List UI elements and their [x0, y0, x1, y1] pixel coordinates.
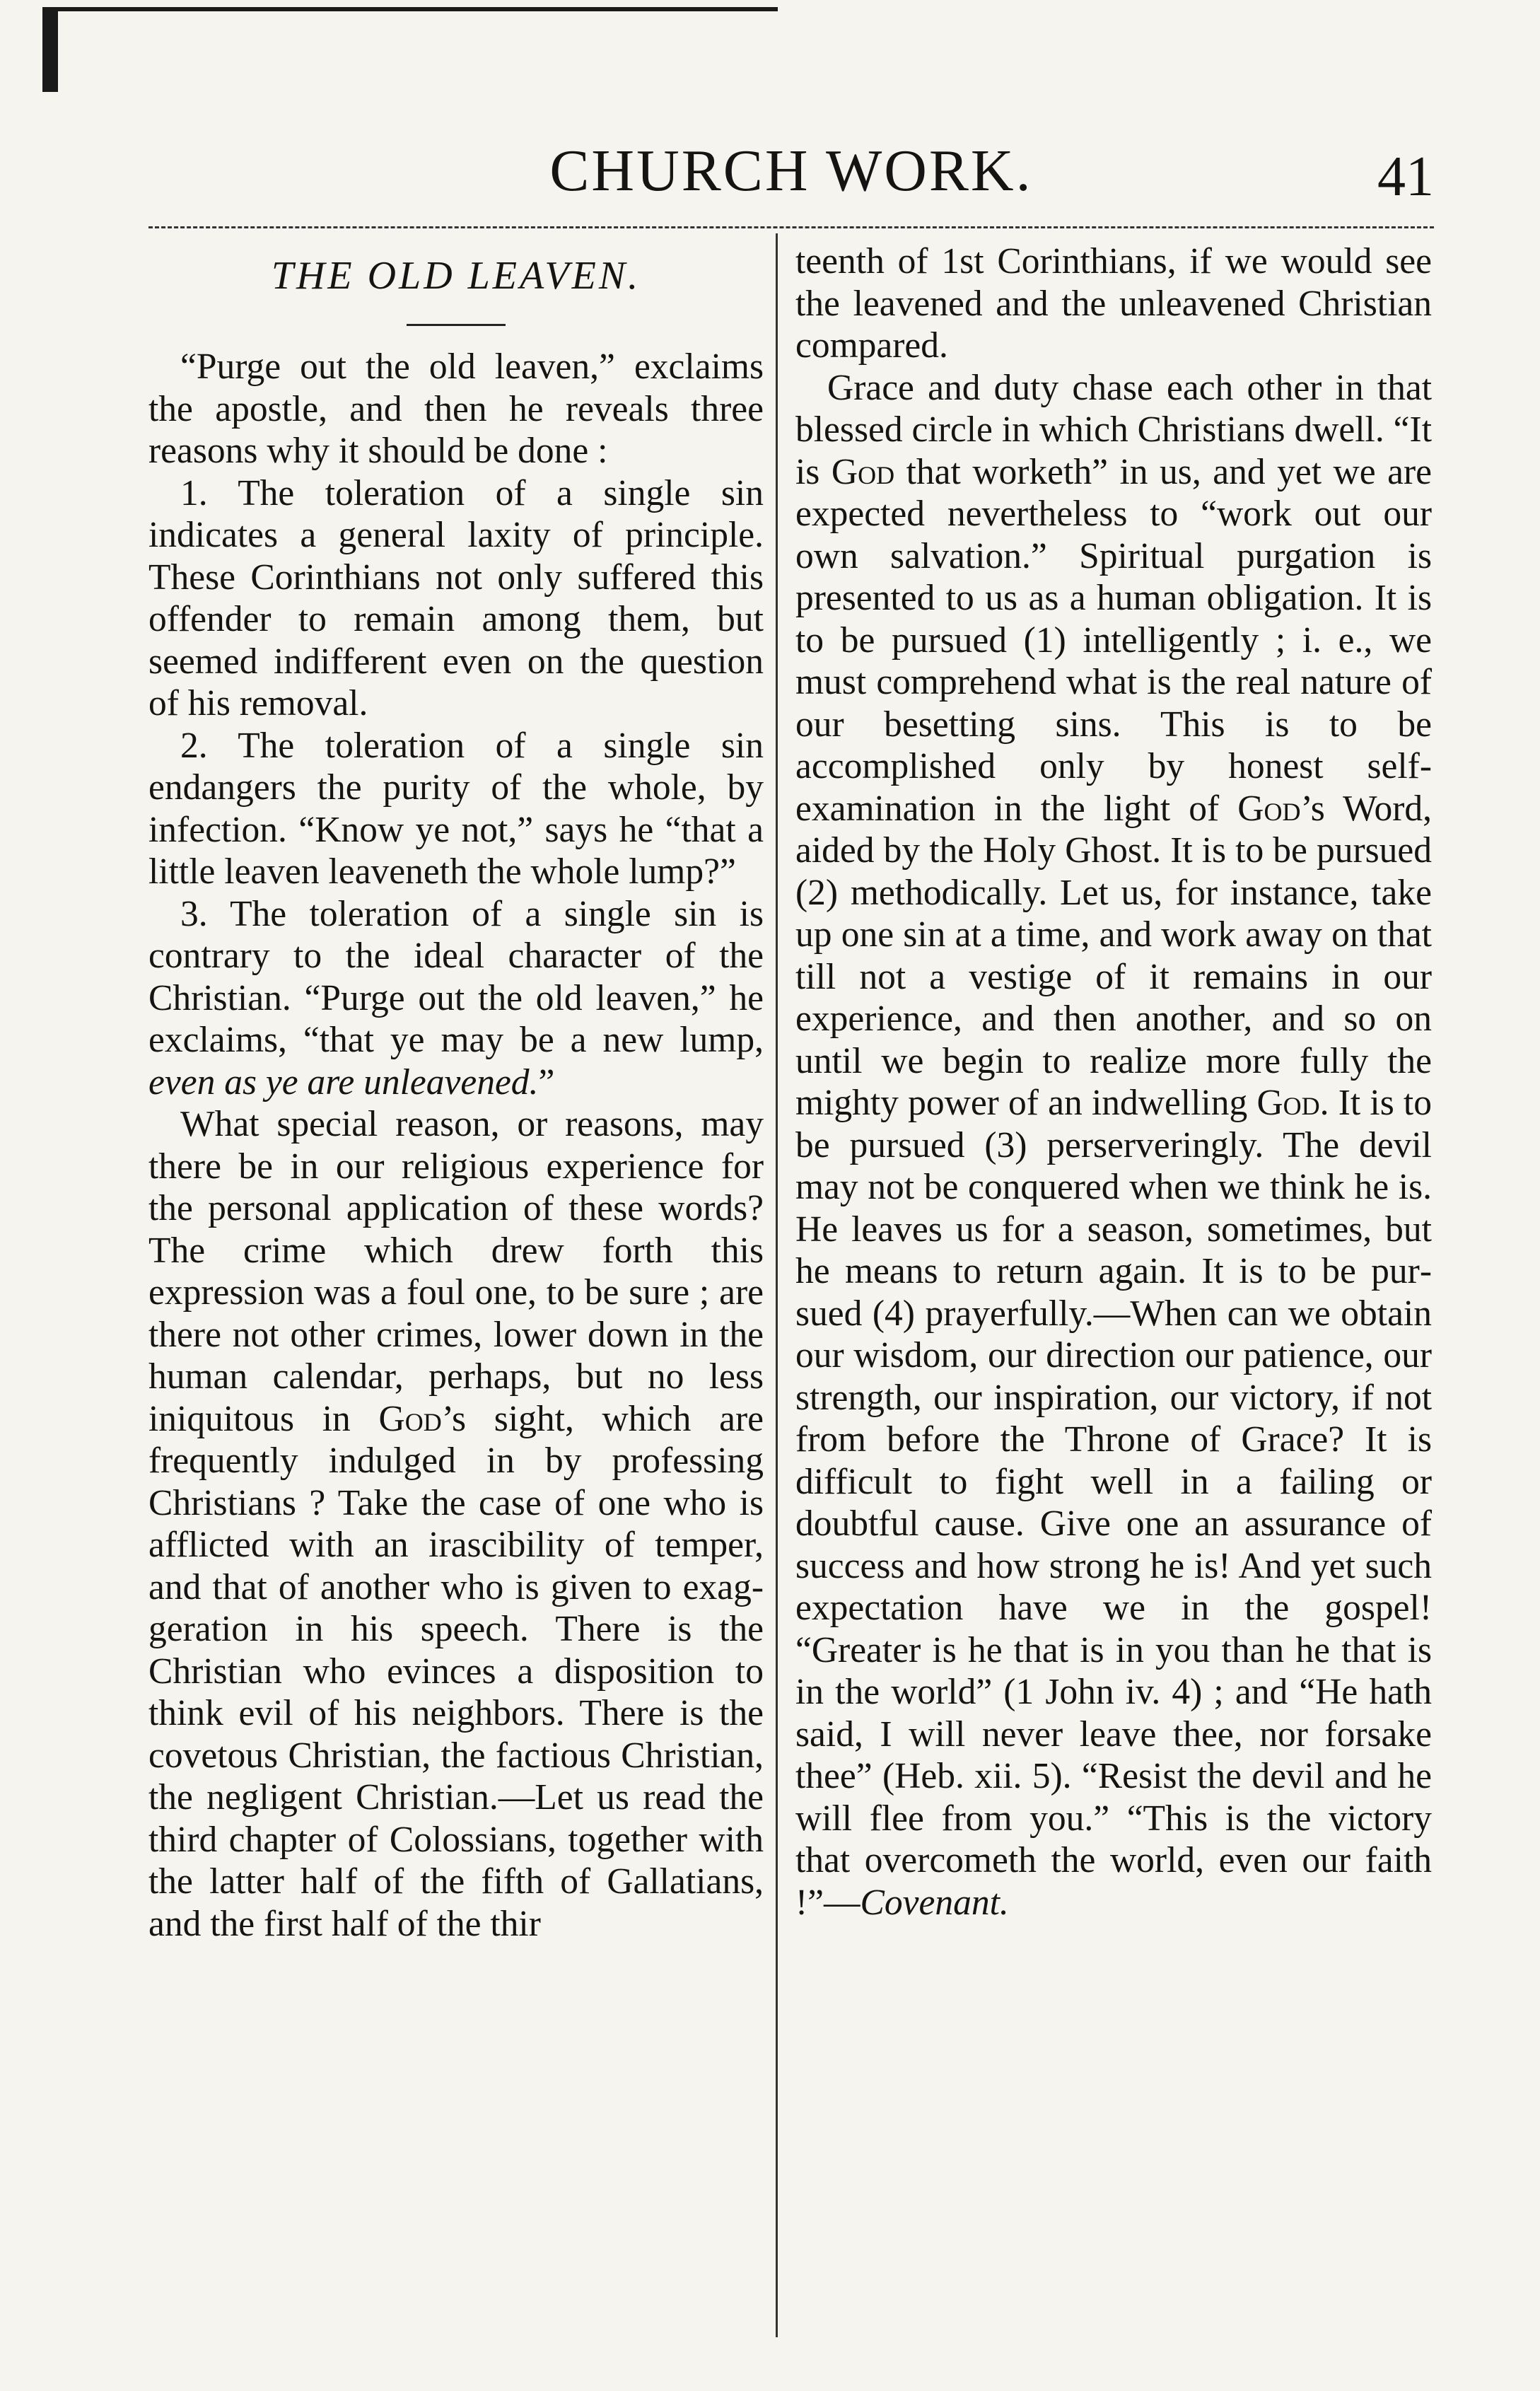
paragraph-intro: “Purge out the old leaven,” exclaims the apostle, and then he reveals three reasons why it should be done : [148, 347, 764, 471]
paragraph-application [148, 1103, 764, 1945]
header-rule [148, 226, 1434, 228]
god-smallcaps: God [831, 451, 895, 492]
running-title: CHURCH WORK. [549, 138, 1033, 204]
paragraph-point-2: 2. The toleration of a single sin endangers the purity of the whole, by infection. “Know ye not,” says he “that a little leaven leaveneth the whole lump?” [148, 725, 764, 892]
grace-text-c: ’s Word, aided by the Holy Ghost. It is to be pursued (2) methodically. Let us, for instance, take up one sin at a time, and work away on that till not a vestige of it remains in our experience, and then another, and so on until we begin to realize more fully the mighty power of an indwelling [795, 788, 1432, 1123]
point-3-text: 3. The toleration of a single sin is contrary to the ideal character of the Christian. “Purge out the old leaven,” he exclaims, “that ye may be a new lump, [148, 893, 764, 1060]
grace-text-d: . It is to be pursued (3) perserveringly. The devil may not be conquered when we think he is. He leaves us for a season, sometimes, but he means to return again. It is to be pursued (4) prayerfully.—When can we obtain our wisdom, our direction our patience, our strength, our inspiration, our victory, if not from before the Throne of Grace? It is difficult to fight well in a failing or doubtful cause. Give one an assurance of success and how strong he is! And yet such expectation have we in the gospel! “Greater is he that is in you than he that is in the world” (1 John iv. 4) ; and “He hath said, I will never leave thee, nor forsake thee” (Heb. xii. 5). “Resist the devil and he will flee from you.” “This is the victory that overcometh the world, even our faith !”— [795, 1083, 1432, 1923]
god-smallcaps: God [1237, 788, 1301, 829]
point-3-italic: even as ye are unleavened. [148, 1061, 539, 1103]
paragraph-point-3 [148, 893, 764, 1104]
grace-text-a: Grace and duty chase each other in that blessed circle in which Christians dwell. “It is [795, 367, 1432, 492]
god-smallcaps: God [1256, 1083, 1320, 1123]
source-attribution: Covenant. [860, 1882, 1009, 1923]
left-edge-mark [42, 7, 58, 92]
paragraph-point-1: 1. The toleration of a single sin indicates a general laxity of principle. These Corinthians not only suffered this offender to remain among them, but seemed indifferent even on the question of his removal. [148, 472, 764, 723]
grace-text-b: that worketh” in us, and yet we are expected nevertheless to “work out our own salvation.” Spiritual purgation is presented to us as a human obligation. It is to be pursued (1) intelligently ; i. e., we must comprehend what is the real nature of our besetting sins. This is to be accomplished only by honest self-examination in the light of [795, 451, 1432, 829]
application-text-b: ’s sight, which are frequently indulged in by professing Christians ? Take the case of one who is afflicted with an irascibility of temper, and that of another who is given to exaggeration in his speech. There is the Christian who evinces a disposition to think evil of his neighbors. There is the covetous Christian, the factious Christian, the negligent Christian.—Let us read the third chapter of Colossians, together with the latter half of the fifth of Gallatians, and the first half of the thir [148, 1398, 764, 1944]
right-column [795, 240, 1432, 1924]
top-edge-rule [42, 7, 778, 11]
point-3-end: ” [538, 1061, 555, 1103]
page-header [148, 134, 1434, 212]
god-smallcaps: God [378, 1398, 442, 1439]
paragraph-continuation: teenth of 1st Corinthians, if we would see the leavened and the unleavened Christian compared. [795, 241, 1432, 366]
left-column [148, 240, 764, 1945]
column-divider [776, 233, 778, 2337]
article-title: THE OLD LEAVEN. [271, 254, 641, 298]
paragraph-grace-and-duty [795, 367, 1432, 1924]
application-text-a: What special reason, or reasons, may there be in our religious experience for the personal application of these words? The crime which drew forth this expression was a foul one, to be sure ; are there not other crimes, lower down in the human calendar, perhaps, but no less iniquitous in [148, 1104, 764, 1439]
page-number: 41 [1377, 146, 1434, 208]
title-rule [407, 324, 506, 326]
